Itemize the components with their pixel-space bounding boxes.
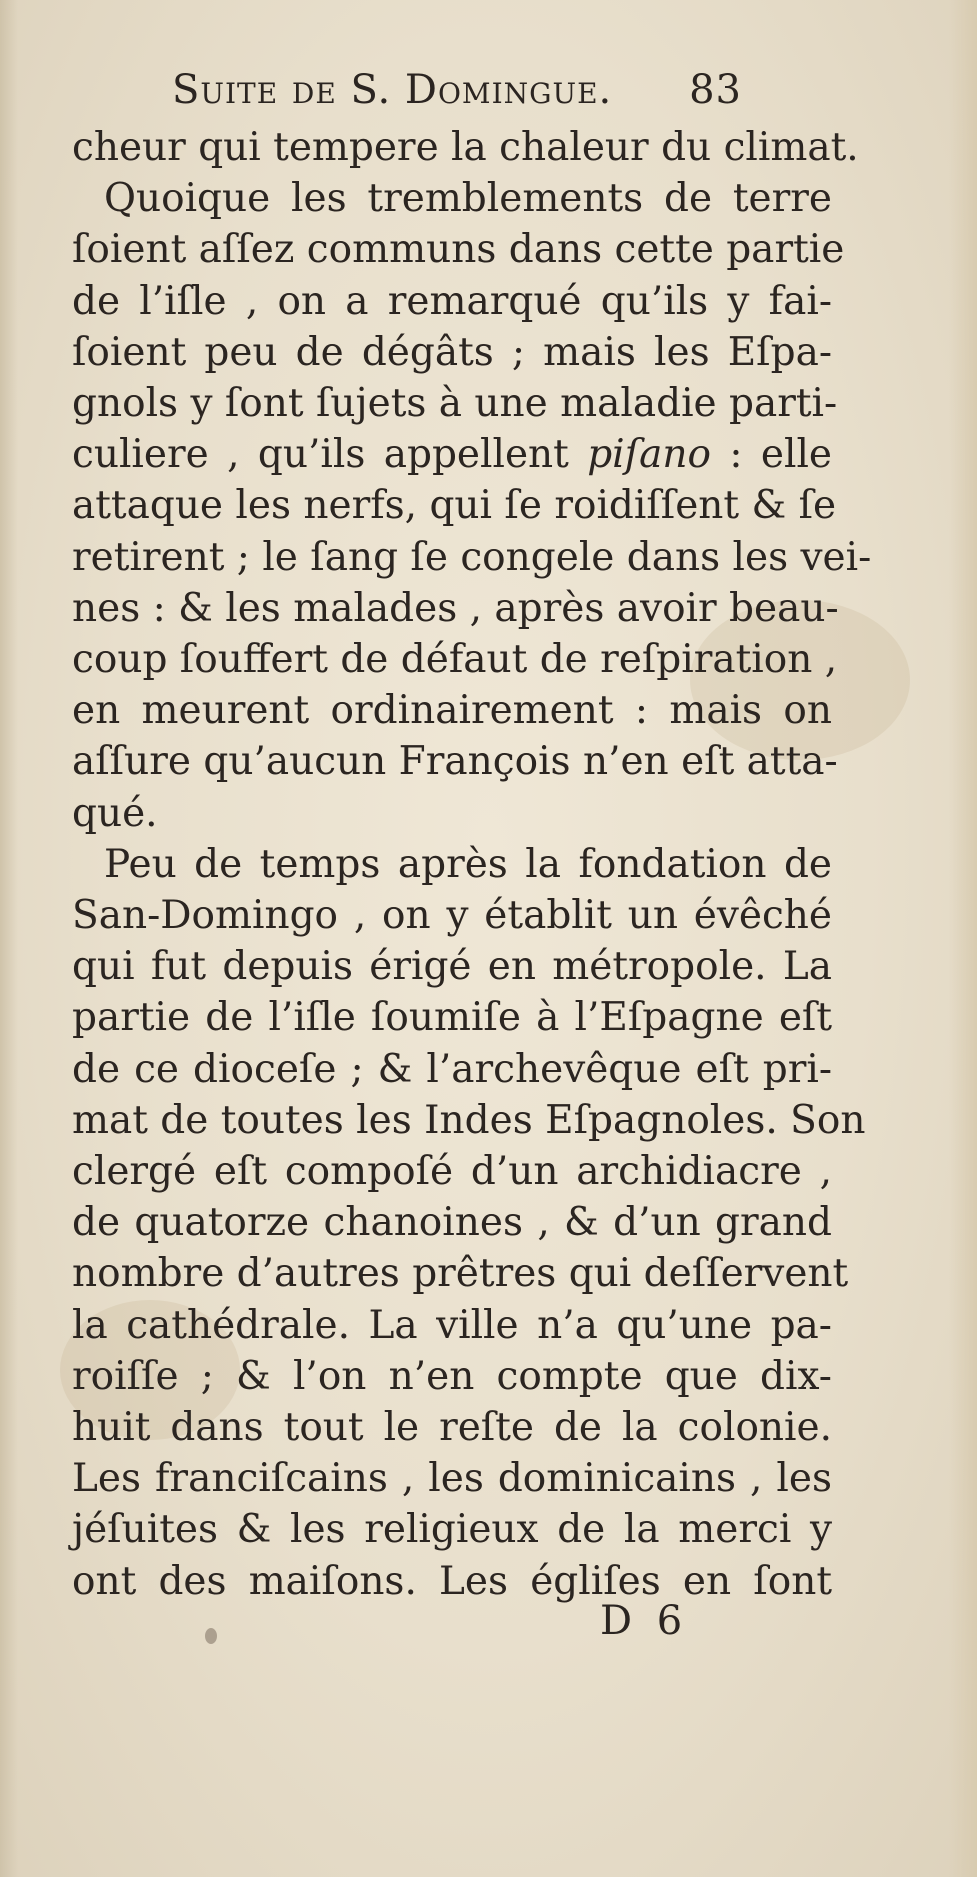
- page-number: 83: [689, 67, 742, 113]
- body-text: [72, 122, 872, 1607]
- text-line: cheur qui tempere la chaleur du climat.: [72, 125, 859, 170]
- text-line: retirent ; le ſang ſe congele dans les vei-: [72, 534, 872, 580]
- text-line: aſſure qu’aucun François n’en eſt atta-: [72, 739, 838, 785]
- running-title: Suite de S. Domingue.: [172, 67, 613, 113]
- text-line: coup ſouffert de défaut de reſpiration ,: [72, 637, 838, 683]
- text-line: Peu de temps après la fondation de: [104, 841, 832, 887]
- text-line: mat de toutes les Indes Eſpagnoles. Son: [72, 1097, 866, 1143]
- text-line: ſoient peu de dégâts ; mais les Eſpa-: [72, 329, 832, 375]
- text-line: de quatorze chanoines , & d’un grand: [72, 1200, 832, 1246]
- text-line: en meurent ordinairement : mais on: [72, 688, 832, 734]
- text-line: la cathédrale. La ville n’a qu’une pa-: [72, 1302, 832, 1348]
- text-line: jéſuites & les religieux de la merci y: [72, 1507, 832, 1553]
- text-line: ſoient aſſez communs dans cette partie: [72, 227, 845, 273]
- text-line: nes : & les malades , après avoir beau-: [72, 585, 839, 631]
- text-line: ont des maiſons. Les égliſes en ſont: [72, 1558, 832, 1604]
- text-line: Les franciſcains , les dominicains , les: [72, 1456, 832, 1502]
- running-header: [172, 62, 742, 118]
- text-line: de l’iſle , on a remarqué qu’ils y fai-: [72, 278, 832, 324]
- italic-term: piſano: [587, 432, 711, 478]
- text-line: qué.: [72, 790, 158, 836]
- text-line: Quoique les tremblements de terre: [104, 176, 832, 222]
- page-edge-shadow-right: [949, 0, 977, 1877]
- text-line: partie de l’iſle ſoumiſe à l’Eſpagne eſt: [72, 995, 832, 1041]
- text-line: attaque les nerfs, qui ſe roidiſſent & ſe: [72, 483, 837, 529]
- text-line: qui fut depuis érigé en métropole. La: [72, 944, 832, 990]
- signature-mark: D 6: [600, 1598, 689, 1644]
- text-line: gnols y ſont ſujets à une maladie parti-: [72, 381, 838, 427]
- text-line: roiſſe ; & l’on n’en compte que dix-: [72, 1353, 832, 1399]
- text-line: culiere , qu’ils appellent piſano : elle: [72, 432, 832, 478]
- ink-spot: [205, 1628, 217, 1644]
- text-line: huit dans tout le reſte de la colonie.: [72, 1405, 832, 1451]
- page-edge-shadow-left: [0, 0, 18, 1877]
- text-line: nombre d’autres prêtres qui deſſervent: [72, 1251, 849, 1297]
- text-line: clergé eſt compoſé d’un archidiacre ,: [72, 1149, 832, 1195]
- text-line: de ce dioceſe ; & l’archevêque eſt pri-: [72, 1046, 832, 1092]
- text-line: San-Domingo , on y établit un évêché: [72, 893, 832, 939]
